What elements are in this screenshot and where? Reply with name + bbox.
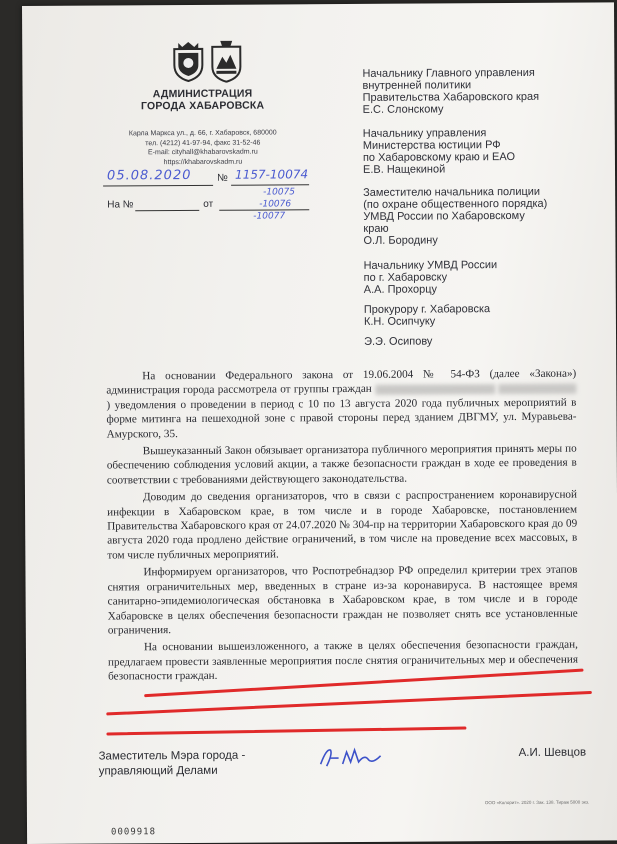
addressee-1: Начальнику Главного управления внутренней политики Правительства Хабаровского края Е.С. Слонскому xyxy=(362,66,540,116)
signer-name: А.И. Шевцов xyxy=(518,746,587,759)
highlight-mark-3 xyxy=(106,727,466,736)
paragraph-3: Доводим до сведения организаторов, что в связи с распространением коронавирусной инфекции в Хабаровском крае, в том числе и в городе Хабаровске, постановлением Правительства Хабаровского края от 24.07.2020 № 304-пр на территории Хабаровского края до 09 августа 2020 года продлено действие ограничений, в том числе на проведение всех массовых, в том числе публичных мероприятий. xyxy=(107,488,578,562)
reg-date: 05.08.2020 xyxy=(106,167,192,184)
website-line: https://khabarovskadm.ru xyxy=(163,158,243,166)
print-info: ООО «Колорит». 2020 г. Зак. 138. Тираж 5000 экз. xyxy=(484,799,590,806)
city-crest-icon xyxy=(170,41,206,83)
reg-number-underline xyxy=(231,184,309,185)
extra-number-2: -10076 xyxy=(259,199,292,210)
ref-number-label: На № xyxy=(107,199,134,211)
addressee-3: Заместителю начальника полиции (по охране общественного порядка) УМВД России по Хабаровскому краю О.Л. Бородину xyxy=(363,185,548,247)
address-line: Карла Маркса ул., д. 66, г. Хабаровск, 680000 xyxy=(128,129,277,138)
paragraph-2: Вышеуказанный Закон обязывает организатора публичного мероприятия принять меры по обеспечению соблюдения условий акции, а также безопасности граждан в ходе ее проведения в соответствии с требованиями действующего законодательства. xyxy=(106,442,577,487)
addressee-6: Э.Э. Осипову xyxy=(364,335,433,348)
reg-number-label: № xyxy=(217,172,228,184)
contact-block xyxy=(118,128,288,167)
paragraph-5: На основании вышеизложенного, а также в целях обеспечения безопасности граждан, предлагаем провести заявленные мероприятия после снятия ограничительных мер и обеспечения безопасности граждан. xyxy=(107,638,579,683)
redacted-names-2 xyxy=(498,383,576,393)
reg-number: 1157-10074 xyxy=(234,167,309,182)
addressee-4: Начальнику УМВД России по г. Хабаровску А.А. Прохорцу xyxy=(363,259,498,296)
paragraph-4: Информируем организаторов, что Роспотребнадзор РФ определил критерии трех этапов снятия ограничительных мер, введенных в стране из-за коронавируса. В настоящее время санитарно-эпидемиологическая обстановка в Хабаровском крае, в том числе и в городе Хабаровске в целях обеспечения безопасности граждан не позволяет снять все установленные ограничения. xyxy=(107,563,578,637)
form-serial: 0009918 xyxy=(111,827,157,838)
region-crest-icon xyxy=(208,41,244,83)
extra-number-1: -10075 xyxy=(263,187,296,198)
paragraph-1: На основании Федерального закона от 19.06.2004 № 54-ФЗ (далее «Закона») администрация города рассмотрела от группы граждан ) уведомления о проведении в период с 10 по 13 августа 2020 года публичных мероприятий в форме митинга на пешеходной зоне с правой стороны перед зданием ДВГМУ, ул. Муравьева-Амурского, 35. xyxy=(106,367,577,441)
addressee-5: Прокурору г. Хабаровска К.Н. Осипчуку xyxy=(363,303,491,328)
redacted-names xyxy=(375,384,495,395)
letter-body xyxy=(106,367,578,687)
ref-number-underline xyxy=(135,210,199,211)
organization-name: АДМИНИСТРАЦИЯ ГОРОДА ХАБАРОВСКА xyxy=(140,87,265,113)
addressee-2: Начальнику управления Министерства юстиции РФ по Хабаровскому краю и ЕАО Е.В. Нащекиной xyxy=(362,127,516,176)
email-line: E-mail: cityhall@khabarovskadm.ru xyxy=(147,148,258,157)
signer-position: Заместитель Мэра города - управляющий Делами xyxy=(98,749,246,778)
ref-from-label: от xyxy=(203,198,214,210)
reg-date-underline xyxy=(103,185,213,187)
signature-mark-icon xyxy=(317,744,387,770)
document-page xyxy=(22,2,617,844)
phone-line: тел. (4212) 41-97-94, факс 31-52-46 xyxy=(145,139,261,147)
extra-number-3: -10077 xyxy=(253,211,286,222)
